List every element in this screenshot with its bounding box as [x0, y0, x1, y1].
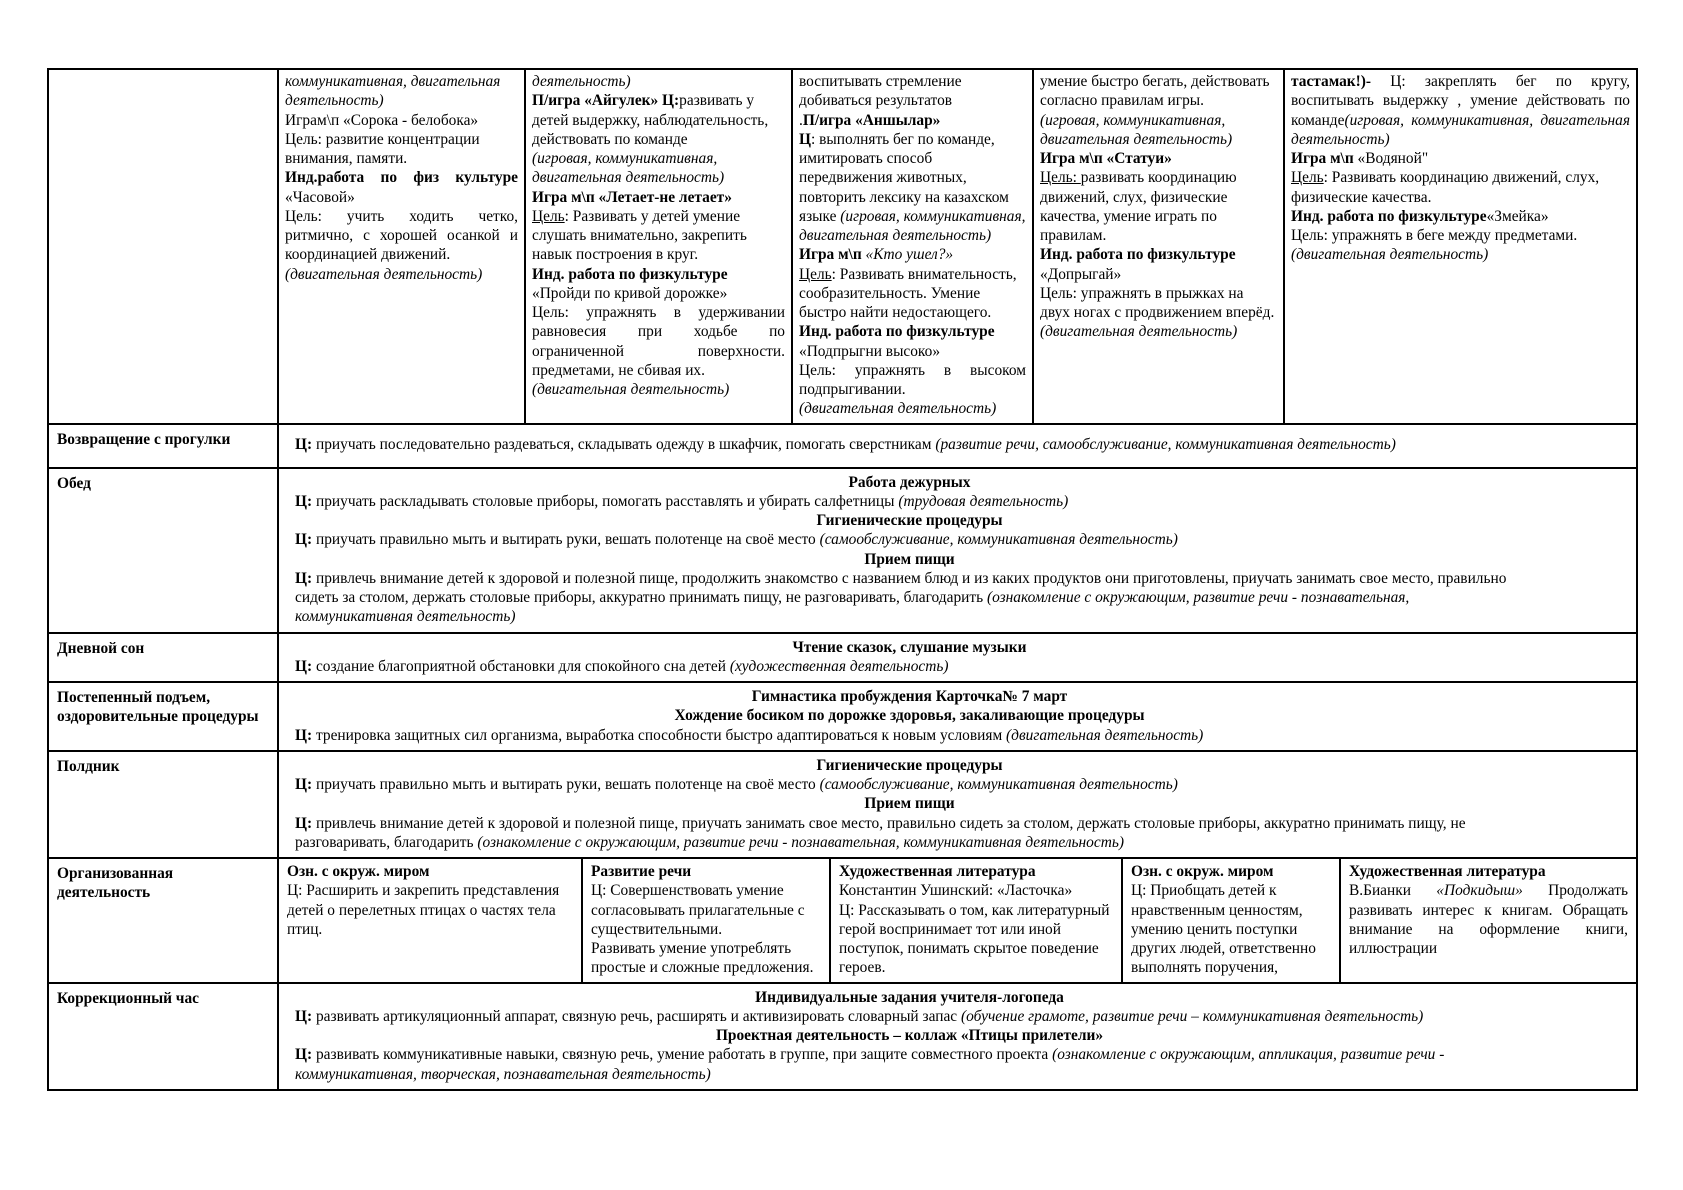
- paragraph: [287, 881, 573, 939]
- text-segment: «Подкидыш»: [1436, 882, 1523, 900]
- wakeup-row: [49, 681, 1636, 750]
- text-segment: развивать координацию движений, слух, физические качества, умение играть по правилам.: [1040, 169, 1237, 244]
- paragraph: [799, 399, 1026, 418]
- text-segment: «Водяной": [1357, 150, 1429, 167]
- text-segment: Художественная литература: [839, 863, 1036, 880]
- organized-activity-cell-2: [581, 859, 829, 982]
- text-segment: приучать раскладывать столовые приборы, помогать расставлять и убирать салфетницы: [312, 492, 899, 510]
- text-segment: Цель: упражнять в удерживании равновесия при ходьбе по ограниченной поверхности. предметами, не сбивая их.: [532, 304, 785, 379]
- text-segment: .: [799, 111, 803, 129]
- paragraph: [839, 881, 1113, 900]
- paragraph: [285, 72, 518, 111]
- text-segment: развивать артикуляционный аппарат, связную речь, расширять и активизировать словарный запас: [312, 1007, 961, 1025]
- text-segment: привлечь внимание детей к здоровой и полезной пище, приучать занимать свое место, правильно сидеть за столом, держать столовые приборы, аккуратно принимать пищу, не разговаривать, благодарить: [295, 814, 1466, 851]
- organized-activity-cell-5: [1339, 859, 1636, 982]
- text-segment: Ц:: [295, 726, 313, 744]
- row-label-correction: Коррекционный час: [57, 989, 200, 1007]
- text-segment: (самообслуживание, коммуникативная деятельность): [819, 531, 1178, 549]
- text-segment: Инд. работа по физкультуре: [532, 265, 728, 283]
- paragraph: [295, 687, 1524, 706]
- paragraph: [1040, 111, 1277, 150]
- text-segment: Художественная литература: [1349, 863, 1546, 880]
- text-segment: Прием пищи: [864, 550, 955, 568]
- row-label-nap: Дневной сон: [57, 639, 145, 657]
- paragraph: [285, 207, 518, 265]
- organized-activity-cell-1: [277, 859, 581, 982]
- text-segment: Работа дежурных: [848, 473, 971, 491]
- paragraph: [1040, 322, 1277, 341]
- text-segment: П/игра «Аншылар»: [802, 111, 941, 129]
- paragraph: [799, 322, 1026, 341]
- text-segment: «Змейка»: [1486, 207, 1549, 225]
- row-label-lunch: Обед: [57, 474, 91, 492]
- paragraph: [295, 657, 1524, 676]
- text-segment: : Развивать внимательность, сообразительность. Умение быстро найти недостающего.: [799, 265, 1017, 321]
- paragraph: [295, 794, 1524, 813]
- paragraph: [799, 111, 1026, 130]
- walk-row-label-cell: [49, 70, 277, 423]
- text-segment: (самообслуживание, коммуникативная деятельность): [819, 776, 1178, 793]
- text-segment: приучать правильно мыть и вытирать руки, вешать полотенце на своё место: [312, 531, 820, 549]
- paragraph: [839, 901, 1113, 978]
- text-segment: «Кто ушел?»: [865, 246, 954, 264]
- paragraph: [1291, 245, 1630, 264]
- text-segment: (игровая, коммуникативная, двигательная деятельность): [799, 207, 1026, 244]
- text-segment: Цель: [532, 207, 565, 225]
- correction-hour-row: [49, 982, 1636, 1089]
- text-segment: привлечь внимание детей к здоровой и полезной пище, продолжить знакомство с названием блюд и из каких продуктов они приготовлены, приучать занимать свое место, правильно сидеть за столом, держать столовые приборы, аккуратно принимать пищу, не разговаривать, благодарить: [295, 569, 1507, 606]
- text-segment: (трудовая деятельность): [898, 492, 1069, 510]
- text-segment: Ц:: [295, 1046, 313, 1064]
- walk-activities-cell-2: [524, 70, 791, 423]
- text-segment: Ц:: [295, 1007, 313, 1025]
- paragraph: [532, 265, 785, 284]
- text-segment: Игра м\п: [1291, 150, 1358, 167]
- text-segment: (игровая, коммуникативная, двигательная деятельность): [532, 150, 725, 187]
- text-segment: Хождение босиком по дорожке здоровья, закаливающие процедуры: [674, 707, 1145, 725]
- text-segment: Чтение сказок, слушание музыки: [792, 638, 1027, 656]
- paragraph: [295, 756, 1524, 775]
- paragraph: [799, 130, 1026, 246]
- text-segment: Ц:: [295, 569, 313, 587]
- paragraph: [799, 342, 1026, 361]
- paragraph: [1040, 265, 1277, 284]
- paragraph: [295, 511, 1524, 530]
- wakeup-content: [277, 683, 1636, 750]
- paragraph: [1349, 881, 1628, 958]
- text-segment: Ц:: [295, 436, 313, 454]
- text-segment: Продолжать развивать интерес к книгам. Обращать внимание на оформление книги, иллюстрации: [1349, 882, 1628, 957]
- text-segment: Цель: упражнять в прыжках на двух ногах с продвижением вперёд.: [1040, 284, 1275, 321]
- text-segment: Ц: Приобщать детей к нравственным ценностям, умению ценить поступки других людей, ответственно выполнять поручения,: [1131, 882, 1316, 977]
- paragraph: [532, 149, 785, 188]
- text-segment: умение быстро бегать, действовать согласно правилам игры.: [1040, 73, 1270, 110]
- snack-row: [49, 750, 1636, 857]
- paragraph: [1291, 149, 1630, 168]
- nap-content: [277, 634, 1636, 682]
- organized-activity-cell-3: [829, 859, 1121, 982]
- row-label-organized: Организованная деятельность: [57, 865, 174, 902]
- text-segment: «Пройди по кривой дорожке»: [532, 284, 728, 302]
- text-segment: приучать правильно мыть и вытирать руки, вешать полотенце на своё место: [312, 776, 820, 793]
- text-segment: Индивидуальные задания учителя-логопеда: [755, 988, 1064, 1006]
- paragraph: [295, 775, 1524, 794]
- text-segment: «Подпрыгни высоко»: [799, 342, 941, 360]
- text-segment: воспитывать стремление добиваться результатов: [799, 73, 962, 110]
- text-segment: Развивать умение употреблять простые и сложные предложения.: [591, 940, 814, 977]
- paragraph: [799, 245, 1026, 264]
- text-segment: Цель: упражнять в высоком подпрыгивании.: [799, 361, 1026, 398]
- paragraph: [1131, 881, 1331, 977]
- paragraph: [532, 188, 785, 207]
- text-segment: Ц: Расширить и закрепить представления детей о перелетных птицах о частях тела птиц.: [287, 882, 560, 938]
- text-segment: Проектная деятельность – коллаж «Птицы прилетели»: [715, 1027, 1104, 1044]
- paragraph: [295, 638, 1524, 657]
- text-segment: (художественная деятельность): [729, 657, 949, 675]
- paragraph: [532, 207, 785, 265]
- text-segment: Игра м\п «Статуи»: [1040, 150, 1172, 167]
- walk-activities-cell-4: [1032, 70, 1283, 423]
- lunch-row: [49, 467, 1636, 632]
- correction-hour-content: [277, 984, 1636, 1089]
- text-segment: (ознакомление с окружающим, развитие речи - познавательная, коммуникативная деятельность): [295, 589, 1410, 626]
- organized-activity-cell-4: [1121, 859, 1339, 982]
- text-segment: П/игра «Айгулек» Ц:: [532, 92, 680, 110]
- text-segment: деятельность): [532, 73, 631, 90]
- text-segment: Инд.работа по физ культуре: [285, 169, 518, 187]
- text-segment: Ц: Совершенствовать умение согласовывать прилагательные с существительными.: [591, 882, 805, 938]
- text-segment: (игровая, коммуникативная, двигательная деятельность): [1291, 111, 1630, 148]
- text-segment: развивать коммуникативные навыки, связную речь, умение работать в группе, при защите совместного проекта: [312, 1046, 1053, 1064]
- text-segment: Гимнастика пробуждения Карточка№ 7 март: [751, 688, 1068, 705]
- text-segment: приучать последовательно раздеваться, складывать одежду в шкафчик, помогать сверстникам: [312, 436, 936, 454]
- text-segment: Ц: Рассказывать о том, как литературный герой воспринимает тот или иной поступок, понимать скрытое поведение героев.: [839, 901, 1110, 977]
- nap-row: [49, 632, 1636, 682]
- paragraph: [1291, 226, 1630, 245]
- paragraph: [1131, 862, 1331, 881]
- text-segment: Развитие речи: [591, 863, 692, 880]
- text-segment: тренировка защитных сил организма, выработка способности быстро адаптироваться к новым условиям: [312, 726, 1007, 744]
- text-segment: Инд. работа по физкультуре: [1291, 207, 1487, 225]
- paragraph: [591, 939, 821, 978]
- text-segment: развивать у детей выдержку, наблюдательность, действовать по команде: [532, 92, 769, 148]
- text-segment: Играм\п «Сорока - белобока» Цель: развитие концентрации внимания, памяти.: [285, 111, 480, 167]
- text-segment: Ц:: [295, 776, 313, 793]
- paragraph: [295, 814, 1524, 853]
- paragraph: [839, 862, 1113, 881]
- snack-content: [277, 752, 1636, 857]
- paragraph: [295, 706, 1524, 725]
- text-segment: : выполнять бег по команде, имитировать способ передвижения животных, повторить лексику на казахском языке: [799, 130, 1009, 225]
- text-segment: Озн. с окруж. миром: [287, 863, 430, 880]
- text-segment: Цель: [1291, 169, 1324, 187]
- paragraph: [295, 1045, 1524, 1084]
- paragraph: [1291, 168, 1630, 207]
- text-segment: Гигиенические процедуры: [816, 756, 1003, 774]
- paragraph: [295, 492, 1524, 511]
- text-segment: (развитие речи, самообслуживание, коммуникативная деятельность): [935, 436, 1396, 454]
- return-from-walk-row: [49, 423, 1636, 467]
- walk-activities-cell-1: [277, 70, 524, 423]
- text-segment: Ц: [799, 130, 811, 148]
- daily-plan-table: [47, 68, 1638, 1091]
- paragraph: [295, 550, 1524, 569]
- text-segment: тастамак!)-: [1291, 73, 1391, 90]
- return-from-walk-content: [277, 425, 1636, 467]
- paragraph: [295, 726, 1524, 745]
- walk-activities-cell-5: [1283, 70, 1636, 423]
- text-segment: «Часовой»: [285, 188, 355, 206]
- row-label-return: Возвращение с прогулки: [57, 430, 231, 448]
- text-segment: Инд. работа по физкультуре: [1040, 246, 1236, 264]
- paragraph: [1040, 168, 1277, 245]
- paragraph: [1040, 72, 1277, 111]
- paragraph: [799, 72, 1026, 111]
- text-segment: Ц: закреплять бег по кругу, воспитывать выдержку , умение действовать по команде: [1291, 73, 1630, 129]
- paragraph: [295, 530, 1524, 549]
- paragraph: [1349, 862, 1628, 881]
- paragraph: [1291, 207, 1630, 226]
- text-segment: Константин Ушинский: «Ласточка»: [839, 882, 1073, 900]
- text-segment: : Развивать координацию движений, слух, физические качества.: [1291, 169, 1600, 206]
- paragraph: [799, 265, 1026, 323]
- walk-activities-row: [49, 70, 1636, 423]
- text-segment: (двигательная деятельность): [1006, 726, 1204, 744]
- paragraph: [532, 72, 785, 91]
- text-segment: (двигательная деятельность): [1291, 246, 1489, 264]
- text-segment: В.Бианки: [1349, 882, 1437, 900]
- organized-activity-row: [49, 857, 1636, 982]
- paragraph: [287, 862, 573, 881]
- text-segment: Цель: упражнять в беге между предметами.: [1291, 227, 1578, 244]
- text-segment: (обучение грамоте, развитие речи – коммуникативная деятельность): [960, 1007, 1424, 1025]
- text-segment: создание благоприятной обстановки для спокойного сна детей: [312, 657, 730, 675]
- text-segment: Ц:: [295, 657, 313, 675]
- paragraph: [532, 91, 785, 149]
- paragraph: [295, 435, 1524, 454]
- text-segment: Озн. с окруж. миром: [1131, 863, 1274, 880]
- text-segment: : Развивать у детей умение слушать внимательно, закрепить навык построения в круг.: [532, 207, 747, 264]
- paragraph: [532, 380, 785, 399]
- walk-activities-cell-3: [791, 70, 1032, 423]
- paragraph: [285, 168, 518, 207]
- paragraph: [1040, 284, 1277, 323]
- paragraph: [295, 473, 1524, 492]
- paragraph: [285, 265, 518, 284]
- text-segment: (двигательная деятельность): [799, 400, 997, 418]
- text-segment: Цель: учить ходить четко, ритмично, с хорошей осанкой и координацией движений.: [285, 207, 518, 264]
- text-segment: Гигиенические процедуры: [816, 512, 1003, 529]
- paragraph: [295, 569, 1524, 627]
- text-segment: (двигательная деятельность): [532, 381, 730, 398]
- paragraph: [285, 111, 518, 169]
- text-segment: (ознакомление с окружающим, развитие речи - познавательная, коммуникативная деятельность): [477, 833, 1124, 851]
- row-label-wakeup: Постепенный подъем, оздоровительные процедуры: [57, 689, 259, 726]
- text-segment: Ц:: [295, 492, 313, 510]
- text-segment: (ознакомление с окружающим, аппликация, развитие речи - коммуникативная, творческая, познавательная деятельность): [295, 1046, 1445, 1083]
- text-segment: Цель:: [1040, 169, 1081, 187]
- paragraph: [799, 361, 1026, 400]
- paragraph: [1291, 72, 1630, 149]
- text-segment: Игра м\п «Летает-не летает»: [532, 188, 732, 206]
- text-segment: (игровая, коммуникативная, двигательная деятельность): [1040, 111, 1233, 148]
- paragraph: [532, 284, 785, 303]
- paragraph: [1040, 149, 1277, 168]
- text-segment: «Допрыгай»: [1040, 265, 1122, 283]
- paragraph: [295, 1007, 1524, 1026]
- row-label-snack: Полдник: [57, 757, 120, 775]
- text-segment: Инд. работа по физкультуре: [799, 323, 995, 341]
- paragraph: [591, 862, 821, 881]
- text-segment: Ц:: [295, 531, 313, 549]
- paragraph: [591, 881, 821, 939]
- paragraph: [295, 988, 1524, 1007]
- text-segment: (двигательная деятельность): [285, 265, 483, 283]
- lunch-content: [277, 469, 1636, 632]
- text-segment: Игра м\п: [799, 246, 866, 264]
- paragraph: [295, 1026, 1524, 1045]
- text-segment: Цель: [799, 265, 832, 283]
- paragraph: [1040, 245, 1277, 264]
- text-segment: (двигательная деятельность): [1040, 323, 1238, 341]
- text-segment: Прием пищи: [864, 795, 955, 813]
- text-segment: Ц:: [295, 814, 313, 832]
- paragraph: [532, 303, 785, 380]
- text-segment: коммуникативная, двигательная деятельность): [285, 73, 501, 110]
